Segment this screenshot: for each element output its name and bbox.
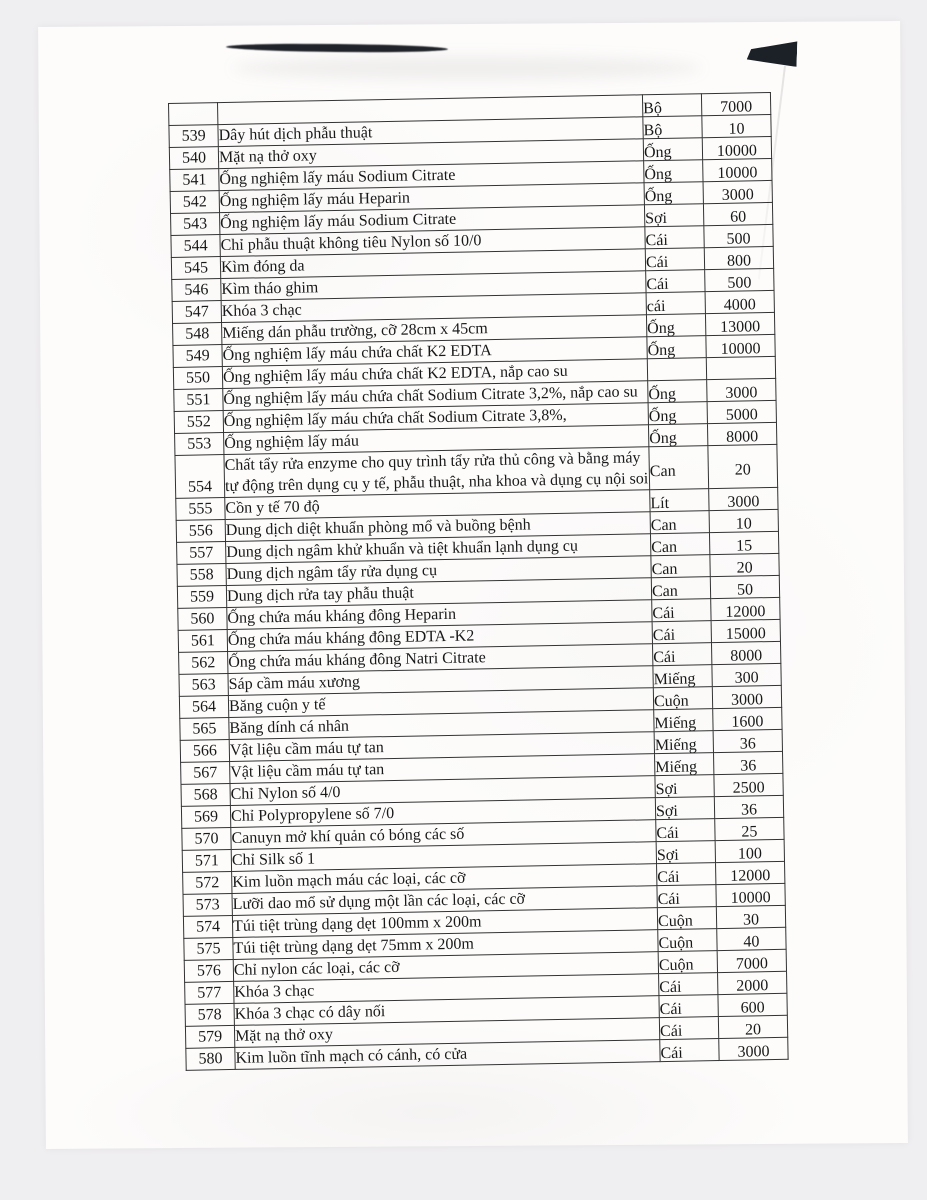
item-name-cell: Ống nghiệm lấy máu Sodium Citrate [220, 205, 645, 235]
quantity-cell [705, 290, 774, 313]
unit-cell [645, 226, 704, 249]
row-number-cell: 554 [175, 455, 225, 499]
unit-cell [652, 599, 711, 622]
quantity-value: 10000 [720, 340, 761, 358]
quantity-value: 36 [740, 757, 757, 775]
quantity-cell [707, 378, 776, 401]
quantity-cell [717, 927, 786, 950]
unit-label: Ống [643, 143, 672, 162]
quantity-value: 600 [740, 999, 765, 1017]
unit-label: Sợi [655, 780, 678, 799]
unit-label: Miếng [654, 714, 697, 733]
item-name-cell: Chỉ Silk số 1 [231, 842, 656, 872]
unit-cell [654, 709, 713, 732]
unit-cell [658, 951, 717, 974]
unit-label: Cái [657, 890, 681, 909]
unit-cell [657, 863, 716, 886]
quantity-cell [705, 312, 774, 335]
unit-label: Cuộn [653, 692, 689, 711]
quantity-value: 30 [742, 911, 760, 929]
unit-cell [650, 511, 709, 534]
quantity-value: 3000 [730, 691, 764, 709]
item-name-cell: Vật liệu cầm máu tự tan [229, 732, 654, 762]
quantity-value: 10 [735, 515, 752, 533]
row-number-cell: 579 [185, 1025, 234, 1048]
quantity-value: 500 [726, 230, 751, 248]
item-name-cell: Mặt nạ thở oxy [218, 139, 643, 169]
quantity-value: 5000 [725, 406, 758, 424]
quantity-value: 8000 [730, 647, 763, 665]
quantity-cell [714, 795, 783, 818]
row-number-cell: 577 [185, 981, 234, 1004]
quantity-cell [712, 685, 781, 708]
row-number-cell: 562 [179, 652, 228, 675]
quantity-cell [715, 839, 784, 862]
item-name-cell: Dung dịch ngâm khử khuẩn và tiệt khuẩn lạnh dụng cụ [226, 534, 651, 564]
quantity-value: 500 [727, 274, 752, 292]
item-name-cell: Cồn y tế 70 độ [225, 490, 650, 520]
unit-cell [654, 731, 713, 754]
unit-label: Can [649, 462, 676, 480]
unit-label: Can [651, 560, 678, 579]
row-number-cell: 564 [179, 695, 228, 718]
unit-label: Cái [652, 604, 675, 623]
unit-cell [659, 995, 718, 1018]
quantity-cell [717, 949, 786, 972]
quantity-value: 20 [734, 460, 751, 479]
quantity-value: 10 [728, 120, 745, 138]
row-number-cell: 552 [174, 411, 223, 434]
unit-label: Ống [647, 341, 676, 360]
item-name-cell: Kìm tháo ghim [221, 271, 646, 301]
quantity-cell [715, 817, 784, 840]
quantity-value: 10000 [716, 142, 758, 160]
unit-label: Ống [647, 319, 675, 338]
item-name-cell: Băng dính cá nhân [229, 710, 654, 740]
item-name-cell: Ống nghiệm lấy máu chứa chất K2 EDTA [222, 337, 647, 367]
row-number-cell: 566 [180, 739, 229, 762]
quantity-value: 15000 [725, 625, 766, 643]
unit-cell [643, 138, 702, 161]
quantity-value: 3000 [721, 186, 754, 204]
quantity-value: 20 [744, 1021, 762, 1039]
unit-label: Can [651, 538, 678, 557]
item-name-cell: Khóa 3 chạc có dây nối [234, 996, 659, 1026]
unit-cell [648, 402, 707, 425]
quantity-value: 3000 [725, 384, 758, 402]
unit-label: Cái [657, 868, 680, 887]
unit-label: Cái [659, 978, 682, 997]
row-number-cell: 555 [176, 498, 225, 521]
quantity-cell [709, 509, 778, 532]
row-number-cell: 547 [172, 301, 221, 324]
item-name-cell: Túi tiệt trùng dạng dẹt 75mm x 200m [233, 930, 658, 960]
quantity-cell [704, 246, 773, 269]
row-number-cell: 546 [172, 279, 221, 302]
quantity-value: 2000 [736, 977, 769, 995]
unit-label: Ống [648, 407, 677, 426]
unit-label: Lít [650, 494, 670, 513]
unit-label: Cái [645, 253, 669, 272]
row-number-cell: 556 [176, 520, 225, 543]
item-name-cell: Chỉ phẫu thuật không tiêu Nylon số 10/0 [220, 227, 645, 257]
unit-cell [646, 314, 705, 337]
quantity-cell [711, 619, 780, 642]
item-name-cell: Dung dịch ngâm tẩy rửa dụng cụ [226, 556, 651, 586]
unit-cell [659, 973, 718, 996]
quantity-value: 36 [739, 735, 756, 753]
quantity-value: 8000 [726, 428, 759, 446]
unit-cell [647, 336, 706, 359]
item-name-cell: Khóa 3 chạc [221, 293, 646, 323]
row-number-cell: 567 [181, 761, 230, 784]
unit-cell [646, 292, 705, 315]
row-number-cell: 557 [177, 542, 226, 565]
row-number-cell [169, 103, 218, 126]
unit-cell [656, 819, 715, 842]
item-name-cell: Miếng dán phẫu trường, cỡ 28cm x 45cm [222, 315, 647, 345]
row-number-cell: 570 [182, 827, 231, 850]
unit-cell [644, 182, 703, 205]
quantity-value: 10000 [730, 889, 771, 907]
unit-label: Cái [659, 1022, 683, 1041]
quantity-cell [706, 356, 775, 379]
unit-cell [644, 204, 703, 227]
unit-cell [650, 533, 709, 556]
supplies-table-container [168, 92, 789, 1071]
quantity-value: 15 [736, 537, 753, 555]
item-name-cell: Dung dịch rửa tay phẫu thuật [226, 578, 651, 608]
unit-cell [651, 577, 710, 600]
unit-label: Cái [656, 824, 679, 843]
row-number-cell: 575 [184, 937, 233, 960]
row-number-cell: 539 [169, 125, 218, 148]
row-number-cell: 574 [183, 915, 232, 938]
unit-label: Cái [659, 1000, 683, 1019]
quantity-cell [713, 707, 782, 730]
unit-cell [644, 160, 703, 183]
unit-cell [659, 1017, 718, 1040]
unit-label: Cái [645, 231, 668, 250]
unit-cell [650, 489, 709, 512]
item-name-cell: Ống chứa máu kháng đông Natri Citrate [228, 644, 653, 674]
unit-label: Sợi [655, 802, 679, 821]
row-number-cell: 576 [184, 959, 233, 982]
row-number-cell: 563 [179, 673, 228, 696]
unit-label: Cuộn [658, 956, 694, 975]
row-number-cell: 568 [181, 783, 230, 806]
row-number-cell: 561 [178, 630, 227, 653]
unit-cell [655, 775, 714, 798]
unit-label: Cái [646, 275, 669, 294]
row-number-cell: 558 [177, 564, 226, 587]
row-number-cell: 578 [185, 1003, 234, 1026]
quantity-cell [709, 487, 778, 510]
row-number-cell: 560 [178, 608, 227, 631]
quantity-value: 25 [741, 823, 758, 841]
unit-cell [651, 555, 710, 578]
quantity-cell [707, 400, 776, 423]
quantity-value: 4000 [723, 296, 756, 314]
quantity-cell [702, 114, 771, 137]
quantity-cell [703, 202, 772, 225]
row-number-cell: 542 [170, 191, 219, 214]
quantity-value: 7000 [720, 98, 753, 116]
quantity-value: 12000 [730, 867, 771, 885]
item-name-cell: Ống chứa máu kháng đông EDTA -K2 [227, 622, 652, 652]
row-number-cell: 540 [169, 147, 218, 170]
item-name-cell: Chỉ Nylon số 4/0 [230, 776, 655, 806]
unit-label: Ống [644, 187, 673, 206]
item-name-cell: Ống nghiệm lấy máu chứa chất Sodium Citrate 3,8%, [223, 403, 648, 433]
item-name-cell: Dây hút dịch phẫu thuật [218, 117, 643, 147]
quantity-cell [714, 773, 783, 796]
quantity-cell [702, 136, 771, 159]
row-number-cell: 572 [183, 871, 232, 894]
row-number-cell: 580 [186, 1047, 235, 1070]
item-name-cell: Dung dịch diệt khuẩn phòng mổ và buồng bệnh [225, 512, 650, 542]
quantity-cell [719, 1037, 788, 1060]
quantity-cell [710, 575, 779, 598]
quantity-value: 1600 [731, 713, 764, 731]
quantity-cell [708, 444, 778, 488]
unit-cell [646, 270, 705, 293]
quantity-cell [707, 422, 776, 445]
unit-cell [655, 753, 714, 776]
supplies-table-body [169, 92, 789, 1070]
unit-cell [657, 907, 716, 930]
quantity-cell [710, 553, 779, 576]
unit-cell [648, 424, 707, 447]
unit-cell [656, 841, 715, 864]
row-number-cell: 545 [171, 257, 220, 280]
unit-cell [643, 116, 702, 139]
unit-cell [653, 665, 712, 688]
item-name-cell: Chỉ nylon các loại, các cỡ [233, 952, 658, 982]
row-number-cell: 544 [171, 235, 220, 258]
quantity-value: 40 [743, 933, 760, 951]
unit-label: Ống [644, 165, 673, 184]
item-name-cell: Băng cuộn y tế [228, 688, 653, 718]
quantity-cell [716, 861, 785, 884]
row-number-cell: 541 [170, 169, 219, 192]
quantity-cell [712, 663, 781, 686]
item-name-cell: Kim luồn tĩnh mạch có cánh, có cửa [235, 1040, 660, 1070]
item-name-cell: Ống nghiệm lấy máu chứa chất Sodium Citrate 3,2%, nắp cao su [223, 381, 648, 411]
unit-cell [655, 797, 714, 820]
item-name-cell: Canuyn mở khí quản có bóng các số [231, 820, 656, 850]
item-name-cell: Chất tẩy rửa enzyme cho quy trình tẩy rửa thủ công và bằng máy tự động trên dụng cụ y tế, phẫu thuật, nha khoa và dụng cụ nội soi [224, 447, 650, 498]
unit-cell [647, 358, 706, 381]
row-number-cell: 543 [171, 213, 220, 236]
unit-label: Cuộn [658, 934, 694, 953]
quantity-value: 10000 [717, 164, 758, 182]
item-name-cell: Vật liệu cầm máu tự tan [230, 754, 655, 784]
unit-cell [648, 380, 707, 403]
quantity-value: 20 [736, 559, 753, 577]
quantity-cell [703, 180, 772, 203]
item-name-cell: Túi tiệt trùng dạng dẹt 100mm x 200m [232, 908, 657, 938]
unit-label: Bộ [643, 121, 663, 140]
row-number-cell: 553 [175, 433, 224, 456]
item-name-cell: Sáp cầm máu xương [228, 666, 653, 696]
quantity-value: 50 [736, 581, 754, 599]
quantity-cell [716, 905, 785, 928]
row-number-cell: 565 [180, 717, 229, 740]
scan-smudge-band [232, 56, 702, 80]
quantity-cell [718, 1015, 787, 1038]
unit-cell [645, 248, 704, 271]
item-name-cell: Khóa 3 chạc [234, 974, 659, 1004]
row-number-cell: 573 [183, 893, 232, 916]
quantity-value: 60 [730, 208, 747, 226]
unit-label: Miếng [655, 758, 698, 777]
unit-cell [653, 687, 712, 710]
quantity-cell [711, 641, 780, 664]
unit-label: Miếng [654, 736, 697, 755]
item-name-cell: Ống nghiệm lấy máu chứa chất K2 EDTA, nắp cao su [222, 359, 647, 389]
quantity-value: 3000 [737, 1043, 770, 1061]
row-number-cell: 571 [182, 849, 231, 872]
unit-label: Cái [652, 626, 676, 645]
quantity-value: 2500 [732, 779, 765, 797]
unit-cell [660, 1039, 719, 1062]
unit-label: Sợi [656, 846, 679, 865]
quantity-value: 7000 [735, 955, 769, 973]
unit-label: Cái [653, 648, 676, 667]
unit-label: Miếng [653, 670, 696, 689]
quantity-cell [706, 334, 775, 357]
quantity-cell [703, 158, 772, 181]
unit-label: Can [650, 516, 677, 535]
unit-cell [658, 929, 717, 952]
item-name-cell: Ống nghiệm lấy máu Heparin [219, 183, 644, 213]
quantity-cell [709, 531, 778, 554]
item-name-cell: Chỉ Polypropylene số 7/0 [230, 798, 655, 828]
quantity-value: 3000 [727, 493, 760, 511]
quantity-value: 13000 [720, 318, 761, 336]
row-number-cell: 559 [177, 586, 226, 609]
row-number-cell: 549 [173, 345, 222, 368]
quantity-cell [705, 268, 774, 291]
unit-label: Sợi [645, 209, 668, 228]
unit-cell [657, 885, 716, 908]
quantity-value: 12000 [725, 603, 766, 621]
unit-cell [642, 94, 701, 117]
item-name-cell: Ống nghiệm lấy máu [224, 425, 649, 455]
item-name-cell: Kim luồn mạch máu các loại, các cỡ [232, 864, 657, 894]
unit-cell [649, 446, 709, 490]
item-name-cell: Mặt nạ thở oxy [234, 1018, 659, 1048]
quantity-value: 36 [740, 801, 758, 819]
quantity-cell [718, 971, 787, 994]
row-number-cell: 548 [173, 323, 222, 346]
unit-label: Cuộn [657, 912, 693, 931]
unit-label: Cái [660, 1044, 683, 1063]
quantity-cell [711, 597, 780, 620]
row-number-cell: 551 [174, 389, 223, 412]
row-number-cell: 550 [173, 367, 222, 390]
row-number-cell: 569 [181, 805, 230, 828]
unit-label: Ống [649, 429, 677, 448]
unit-cell [652, 643, 711, 666]
unit-label: cái [646, 297, 666, 316]
unit-label: Can [651, 582, 678, 601]
quantity-cell [716, 883, 785, 906]
quantity-value: 100 [737, 845, 763, 863]
quantity-cell [704, 224, 773, 247]
quantity-cell [713, 729, 782, 752]
item-name-cell: Lưỡi dao mổ sử dụng một lần các loại, các cỡ [232, 886, 657, 916]
quantity-cell [713, 751, 782, 774]
quantity-cell [701, 92, 770, 115]
quantity-cell [718, 993, 787, 1016]
quantity-value: 800 [726, 252, 752, 270]
unit-label: Bộ [643, 99, 663, 118]
supplies-table [168, 92, 789, 1071]
quantity-value: 300 [734, 669, 759, 687]
unit-cell [652, 621, 711, 644]
unit-label: Ống [648, 385, 677, 404]
item-name-cell: Kìm đóng da [220, 249, 645, 279]
item-name-cell: Ống chứa máu kháng đông Heparin [227, 600, 652, 630]
item-name-cell: Ống nghiệm lấy máu Sodium Citrate [219, 161, 644, 191]
